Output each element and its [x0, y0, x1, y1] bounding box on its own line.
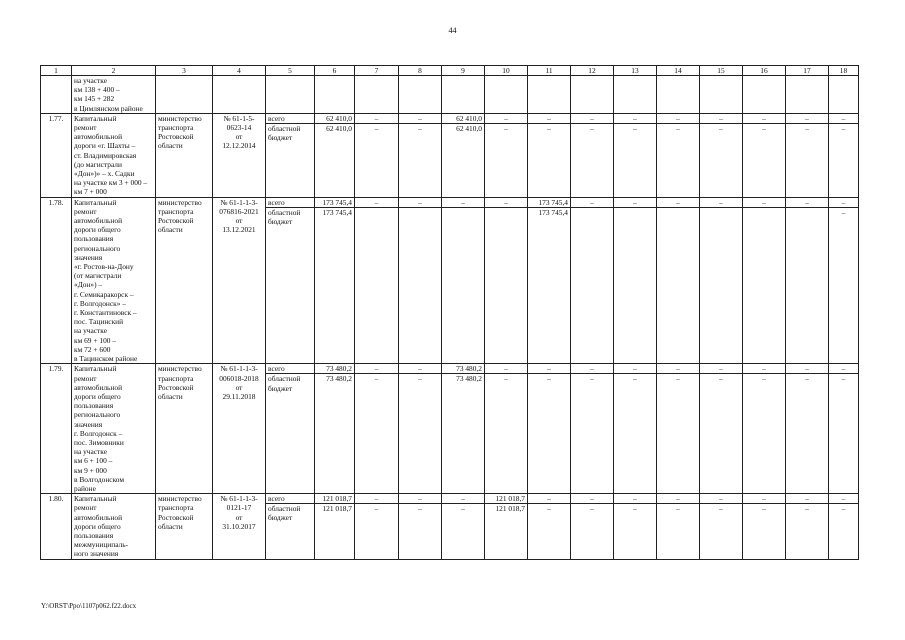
amount-regional-budget-value: – [614, 503, 656, 513]
amount-total-value: – [805, 113, 809, 123]
amount-regional-budget-value: – [700, 503, 742, 513]
amount-total-value: – [374, 113, 379, 123]
organization-line: министерство [158, 494, 202, 504]
amount-cell-col-12 [571, 113, 614, 197]
organization-line: области [158, 391, 183, 401]
object-name-line: Капитальный [74, 364, 117, 374]
amount-regional-budget-value: – [614, 373, 656, 383]
object-name-cell [72, 197, 156, 364]
amount-cell-col-16 [743, 197, 786, 364]
column-number-header: 18 [829, 66, 859, 76]
amount-total-value: 62 410,0 [326, 113, 352, 123]
amount-total-value: – [633, 197, 637, 207]
amount-cell-col-7 [355, 494, 399, 559]
document-line: № 61-1-1-3- [220, 364, 258, 374]
document-cell [213, 113, 266, 197]
column-number-header: 6 [315, 66, 355, 76]
amount-total-value: 121 018,7 [322, 494, 352, 504]
amount-regional-budget-value: – [829, 123, 858, 133]
object-name-line: г. Волгодонск – [74, 428, 123, 438]
amount-cell-col-17 [786, 197, 829, 364]
organization-cell [156, 197, 213, 364]
object-name-line: «г. Ростов-на-Дону [74, 262, 134, 272]
object-name-line: автомобильной [74, 382, 123, 392]
organization-line: области [158, 225, 183, 235]
document-line: от [235, 216, 243, 226]
amount-regional-budget-value: – [355, 373, 398, 383]
amount-total-value: – [841, 494, 846, 504]
amount-regional-budget-value: 73 480,2 [442, 373, 484, 383]
amount-regional-budget-value [743, 207, 785, 217]
amount-cell-col-17 [786, 494, 829, 559]
funding-source-label: всего [268, 197, 285, 207]
amount-total-value: 62 410,0 [456, 113, 482, 123]
object-name-line: дороги общего [74, 225, 121, 235]
amount-regional-budget-value: – [528, 373, 570, 383]
document-line: 29.11.2018 [222, 391, 256, 401]
amount-total-value: – [841, 364, 846, 374]
amount-cell-col-7 [355, 364, 399, 494]
object-name-line: дороги «г. Шахты – [74, 141, 136, 151]
column-number-header: 5 [266, 66, 315, 76]
amount-regional-budget-value: – [743, 123, 785, 133]
object-name-line: г. Семикаракорск – [74, 289, 134, 299]
organization-line: Ростовской [158, 132, 194, 142]
amount-total-value: 73 480,2 [456, 364, 482, 374]
amount-cell-col-6 [315, 197, 355, 364]
amount-cell-col-18 [829, 113, 859, 197]
amount-regional-budget-value [614, 207, 656, 217]
object-name-line: пользования [74, 234, 114, 244]
amount-regional-budget-value [657, 207, 699, 217]
table-body [41, 66, 859, 560]
document-line: 31.10.2017 [222, 521, 256, 531]
object-name-line: ремонт [74, 206, 97, 216]
amount-total-value: – [504, 364, 508, 374]
amount-total-value: – [418, 197, 422, 207]
organization-line: министерство [158, 197, 202, 207]
amount-total-value: – [805, 364, 809, 374]
object-name-line: км 69 + 100 – [74, 335, 116, 345]
continuation-name-line: в Цимлянском районе [74, 103, 143, 113]
amount-total-value: – [762, 364, 766, 374]
amount-regional-budget-value: – [700, 123, 742, 133]
object-name-line: ремонт [74, 123, 97, 133]
amount-regional-budget-value [571, 207, 613, 217]
document-line: от [235, 382, 243, 392]
amount-regional-budget-value [442, 207, 484, 217]
amount-regional-budget-value: – [528, 503, 570, 513]
funding-source-cell [266, 364, 315, 494]
organization-line: министерство [158, 113, 202, 123]
document-cell [213, 364, 266, 494]
row-number-cell: 1.80. [41, 494, 72, 559]
document-line: № 61-1-1-3- [220, 197, 258, 207]
amount-total-value: – [719, 197, 723, 207]
amount-regional-budget-value: – [355, 123, 398, 133]
amount-total-value: 173 745,4 [538, 197, 568, 207]
amount-total-value: – [676, 113, 680, 123]
continuation-name-line: км 138 + 400 – [74, 85, 120, 95]
funding-source-label: всего [268, 494, 285, 504]
amount-regional-budget-value: 121 018,7 [485, 503, 527, 513]
object-name-line: пользования [74, 401, 114, 411]
object-name-line: км 7 + 000 [74, 187, 107, 197]
amount-regional-budget-value: – [657, 373, 699, 383]
object-name-line: пос. Зимовники [74, 437, 124, 447]
object-name-line: г. Волгодонск» – [74, 298, 126, 308]
amount-cell-col-9 [442, 494, 485, 559]
amount-regional-budget-value: – [829, 373, 858, 383]
object-name-line: «Дон») – [74, 280, 103, 290]
amount-regional-budget-value: 121 018,7 [315, 503, 354, 513]
object-name-line: Капитальный [74, 113, 117, 123]
object-name-line: значения [74, 419, 103, 429]
object-name-line: регионального [74, 243, 121, 253]
object-name-line: км 72 + 600 [74, 344, 111, 354]
amount-total-value: – [418, 113, 422, 123]
amount-cell-col-8 [399, 113, 442, 197]
column-number-header: 2 [72, 66, 156, 76]
amount-total-value: – [461, 197, 465, 207]
amount-cell-col-17 [786, 113, 829, 197]
amount-cell-col-16 [743, 494, 786, 559]
table-row [41, 113, 859, 197]
amount-cell-col-14 [657, 197, 700, 364]
amount-cell-col-12 [571, 197, 614, 364]
organization-cell [156, 113, 213, 197]
object-name-line: пос. Тацинский [74, 317, 124, 327]
amount-cell-col-15 [700, 364, 743, 494]
document-cell [213, 197, 266, 364]
amount-cell-col-9 [442, 113, 485, 197]
amount-regional-budget-value: – [829, 207, 858, 217]
amount-cell-col-18 [829, 494, 859, 559]
amount-total-value: – [633, 364, 637, 374]
amount-regional-budget-value: – [743, 373, 785, 383]
document-line: от [235, 132, 243, 142]
column-number-header: 15 [700, 66, 743, 76]
amount-regional-budget-value: 173 745,4 [315, 207, 354, 217]
amount-regional-budget-value: – [786, 503, 828, 513]
amount-cell-col-14 [657, 113, 700, 197]
amount-cell-col-9 [442, 197, 485, 364]
table-row [41, 494, 859, 559]
column-number-header: 17 [786, 66, 829, 76]
document-line: 0121-17 [226, 503, 252, 513]
document-line: 006018-2018 [219, 373, 259, 383]
amount-regional-budget-value: – [657, 503, 699, 513]
document-line: 13.12.2021 [222, 225, 256, 235]
column-number-header: 3 [156, 66, 213, 76]
object-name-line: на участке [74, 447, 107, 457]
amount-cell-col-10 [485, 197, 528, 364]
column-number-header: 11 [528, 66, 571, 76]
amount-total-value: – [719, 364, 723, 374]
amount-regional-budget-value: – [614, 123, 656, 133]
amount-total-value: – [504, 197, 508, 207]
amount-regional-budget-value: – [355, 503, 398, 513]
amount-regional-budget-value: – [485, 123, 527, 133]
amount-cell-col-13 [614, 494, 657, 559]
object-name-line: км 6 + 100 – [74, 456, 113, 466]
amount-total-value: – [418, 494, 422, 504]
funding-source-cell [266, 494, 315, 559]
amount-regional-budget-value: – [657, 123, 699, 133]
organization-line: Ростовской [158, 382, 194, 392]
amount-cell-col-13 [614, 113, 657, 197]
document-line: 0623-14 [226, 123, 252, 133]
funding-source-label: всего [268, 364, 285, 374]
row-number-cell: 1.77. [41, 113, 72, 197]
amount-regional-budget-value [399, 207, 441, 217]
amount-regional-budget-value: 62 410,0 [442, 123, 484, 133]
amount-cell-col-10 [485, 113, 528, 197]
amount-regional-budget-value: – [786, 373, 828, 383]
column-number-header: 12 [571, 66, 614, 76]
object-name-line: «Дон»)» – х. Садки [74, 169, 135, 179]
object-name-line: регионального [74, 410, 121, 420]
amount-total-value: – [461, 494, 465, 504]
amount-regional-budget-value [485, 207, 527, 217]
document-line: № 61-1-5- [223, 113, 255, 123]
amount-cell-col-9 [442, 364, 485, 494]
column-number-header: 16 [743, 66, 786, 76]
amount-regional-budget-value: – [571, 123, 613, 133]
amount-total-value: 173 745,4 [322, 197, 352, 207]
organization-line: транспорта [158, 206, 194, 216]
amount-cell-col-16 [743, 113, 786, 197]
amount-total-value: – [676, 494, 680, 504]
organization-cell [156, 364, 213, 494]
amount-regional-budget-value [700, 207, 742, 217]
amount-total-value: 121 018,7 [495, 494, 525, 504]
column-number-header: 8 [399, 66, 442, 76]
funding-source-label: областной бюджет [266, 123, 314, 142]
column-number-row [41, 66, 859, 76]
organization-line: области [158, 141, 183, 151]
funding-source-cell [266, 113, 315, 197]
amount-regional-budget-value: 173 745,4 [528, 207, 570, 217]
amount-cell-col-6 [315, 113, 355, 197]
object-name-line: дороги общего [74, 521, 121, 531]
amount-cell-col-6 [315, 364, 355, 494]
document-line: от [235, 512, 243, 522]
organization-cell [156, 494, 213, 559]
document-cell [213, 494, 266, 559]
amount-total-value: – [719, 494, 723, 504]
object-name-line: в Волгодонском [74, 474, 125, 484]
amount-cell-col-12 [571, 494, 614, 559]
object-name-cell [72, 113, 156, 197]
object-name-line: км 9 + 000 [74, 465, 107, 475]
object-name-line: ст. Владимировская [74, 150, 137, 160]
object-name-line: ремонт [74, 373, 97, 383]
organization-line: транспорта [158, 373, 194, 383]
amount-cell-col-14 [657, 364, 700, 494]
amount-regional-budget-value: – [442, 503, 484, 513]
funding-source-label: областной бюджет [266, 503, 314, 522]
column-number-header: 10 [485, 66, 528, 76]
object-name-cell [72, 494, 156, 559]
amount-cell-col-11 [528, 113, 571, 197]
continuation-num-cell [41, 76, 72, 114]
amount-cell-col-14 [657, 494, 700, 559]
continuation-name-line: на участке [74, 76, 107, 85]
amount-total-value: – [762, 197, 766, 207]
amount-total-value: – [374, 494, 379, 504]
amount-total-value: – [374, 364, 379, 374]
amount-regional-budget-value: – [399, 123, 441, 133]
amount-cell-col-13 [614, 197, 657, 364]
column-number-header: 14 [657, 66, 700, 76]
continuation-row [41, 76, 859, 114]
document-line: 12.12.2014 [222, 141, 256, 151]
object-name-line: дороги общего [74, 391, 121, 401]
amount-total-value: – [841, 197, 846, 207]
amount-cell-col-15 [700, 494, 743, 559]
continuation-name-line: км 145 + 282 [74, 94, 115, 104]
object-name-line: (от магистрали [74, 271, 122, 281]
object-name-line: г. Константиновск – [74, 308, 137, 318]
amount-total-value: – [805, 494, 809, 504]
object-name-line: районе [74, 483, 96, 493]
document-line: 076816-2021 [219, 206, 259, 216]
amount-regional-budget-value: – [399, 503, 441, 513]
column-number-header: 13 [614, 66, 657, 76]
amount-total-value: – [547, 364, 551, 374]
amount-cell-col-10 [485, 364, 528, 494]
table-row [41, 364, 859, 494]
amount-regional-budget-value: 62 410,0 [315, 123, 354, 133]
object-name-line: пользования [74, 530, 114, 540]
amount-cell-col-15 [700, 113, 743, 197]
amount-total-value: – [374, 197, 379, 207]
amount-total-value: – [590, 197, 594, 207]
amount-cell-col-17 [786, 364, 829, 494]
organization-line: министерство [158, 364, 202, 374]
object-name-line: автомобильной [74, 216, 123, 226]
amount-total-value: – [418, 364, 422, 374]
column-number-header: 1 [41, 66, 72, 76]
column-number-header: 4 [213, 66, 266, 76]
funding-source-label: областной бюджет [266, 207, 314, 226]
amount-regional-budget-value: – [700, 373, 742, 383]
document-line: № 61-1-1-3- [220, 494, 258, 504]
row-number-cell: 1.79. [41, 364, 72, 494]
amount-regional-budget-value: – [571, 373, 613, 383]
amount-cell-col-6 [315, 494, 355, 559]
amount-total-value: – [547, 113, 551, 123]
page-number: 44 [448, 26, 457, 35]
amount-total-value: – [547, 494, 551, 504]
object-name-line: в Тацинском районе [74, 354, 138, 364]
amount-regional-budget-value: – [528, 123, 570, 133]
row-number-cell: 1.78. [41, 197, 72, 364]
amount-total-value: – [805, 197, 809, 207]
amount-cell-col-15 [700, 197, 743, 364]
amount-cell-col-13 [614, 364, 657, 494]
amount-regional-budget-value: – [399, 373, 441, 383]
amount-total-value: – [762, 113, 766, 123]
amount-cell-col-16 [743, 364, 786, 494]
amount-regional-budget-value: – [571, 503, 613, 513]
object-name-cell [72, 364, 156, 494]
object-name-line: межмуниципаль- [74, 540, 129, 550]
amount-cell-col-7 [355, 113, 399, 197]
funding-source-label: всего [268, 113, 285, 123]
amount-cell-col-8 [399, 494, 442, 559]
amount-total-value: – [633, 113, 637, 123]
amount-regional-budget-value: – [485, 373, 527, 383]
organization-line: области [158, 521, 183, 531]
amount-cell-col-11 [528, 197, 571, 364]
amount-total-value: – [841, 113, 846, 123]
amount-total-value: – [590, 364, 594, 374]
amount-regional-budget-value: – [743, 503, 785, 513]
amount-cell-col-12 [571, 364, 614, 494]
funding-source-label: областной бюджет [266, 373, 314, 392]
object-name-line: значения [74, 252, 103, 262]
organization-line: Ростовской [158, 512, 194, 522]
amount-cell-col-7 [355, 197, 399, 364]
object-name-line: на участке км 3 + 000 – [74, 178, 148, 188]
amount-total-value: – [590, 494, 594, 504]
amount-regional-budget-value [355, 207, 398, 217]
amount-cell-col-18 [829, 197, 859, 364]
object-name-line: на участке [74, 326, 107, 336]
object-name-line: Капитальный [74, 197, 117, 207]
object-name-line: ремонт [74, 503, 97, 513]
table-row [41, 197, 859, 364]
organization-line: транспорта [158, 123, 194, 133]
organization-line: транспорта [158, 503, 194, 513]
amount-cell-col-8 [399, 197, 442, 364]
amount-total-value: – [762, 494, 766, 504]
amount-regional-budget-value [786, 207, 828, 217]
amount-regional-budget-value: 73 480,2 [315, 373, 354, 383]
amount-cell-col-11 [528, 494, 571, 559]
amount-regional-budget-value: – [829, 503, 858, 513]
amount-cell-col-8 [399, 364, 442, 494]
amount-total-value: 73 480,2 [326, 364, 352, 374]
object-name-line: ного значения [74, 549, 119, 559]
object-name-line: автомобильной [74, 512, 123, 522]
amount-cell-col-11 [528, 364, 571, 494]
amount-total-value: – [719, 113, 723, 123]
object-name-line: (до магистрали [74, 159, 122, 169]
program-table [40, 65, 859, 560]
footer-file-path: Y:\ORST\Ppo\1107p062.f22.docx [41, 602, 137, 610]
column-number-header: 9 [442, 66, 485, 76]
amount-regional-budget-value: – [786, 123, 828, 133]
amount-cell-col-18 [829, 364, 859, 494]
object-name-line: автомобильной [74, 132, 123, 142]
funding-source-cell [266, 197, 315, 364]
amount-total-value: – [676, 364, 680, 374]
amount-total-value: – [590, 113, 594, 123]
amount-cell-col-10 [485, 494, 528, 559]
organization-line: Ростовской [158, 216, 194, 226]
amount-total-value: – [676, 197, 680, 207]
amount-total-value: – [504, 113, 508, 123]
continuation-name-cell [72, 76, 156, 114]
column-number-header: 7 [355, 66, 399, 76]
amount-total-value: – [633, 494, 637, 504]
object-name-line: Капитальный [74, 494, 117, 504]
